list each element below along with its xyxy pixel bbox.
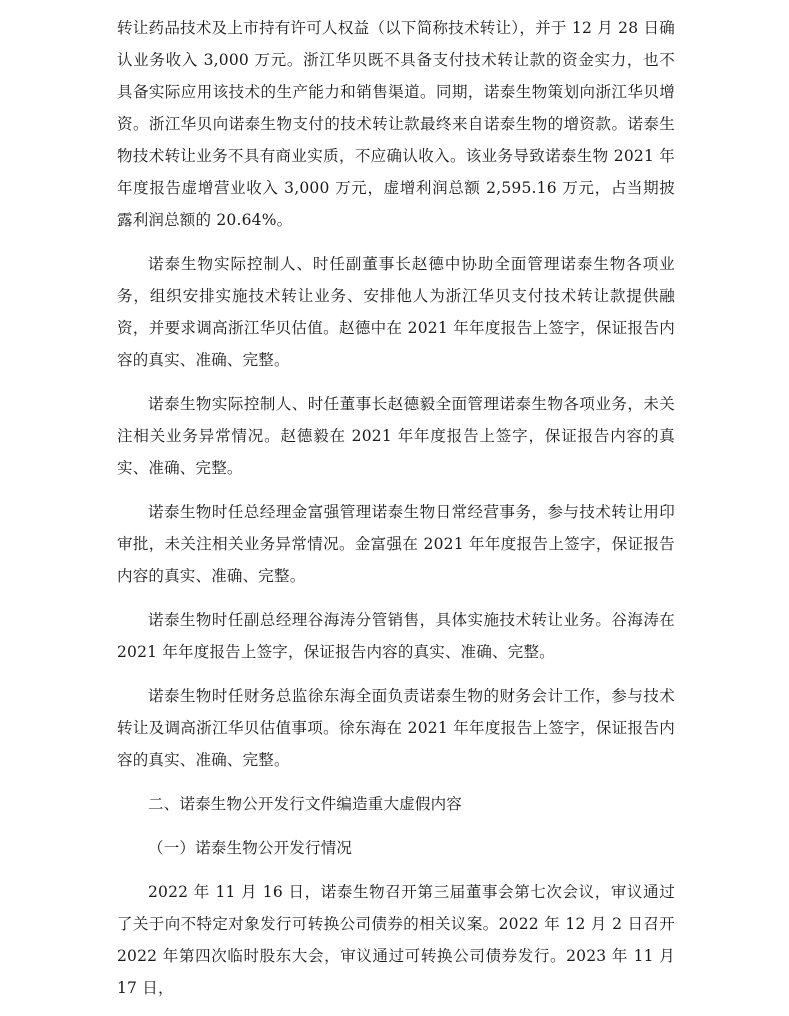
paragraph-jin-fuqiang: 诺泰生物时任总经理金富强管理诺泰生物日常经营事务，参与技术转让用印审批，未关注相关业务异常情况。金富强在 2021 年年度报告上签字，保证报告内容的真实、准确、完整。 — [117, 503, 675, 585]
paragraph-technology-transfer-revenue: 转让药品技术及上市持有许可人权益（以下简称技术转让），并于 12 月 28 日确认业务收入 3,000 万元。浙江华贝既不具备支付技术转让款的资金实力，也不具备实际应用该技术的生产能力和销售渠道。同期，诺泰生物策划向浙江华贝增资。浙江华贝向诺泰生物支付的技术转让款最终来自诺泰生物的增资款。诺泰生物技术转让业务不具有商业实质，不应确认收入。该业务导致诺泰生物 2021 年年度报告虚增营业收入 3,000 万元，虚增利润总额 2,595.16 万元，占当期披露利润总额的 20.64%。 — [117, 19, 675, 229]
paragraph-xu-donghai: 诺泰生物时任财务总监徐东海全面负责诺泰生物的财务会计工作，参与技术转让及调高浙江华贝估值事项。徐东海在 2021 年年度报告上签字，保证报告内容的真实、准确、完整。 — [117, 687, 675, 769]
paragraph-gu-haitao: 诺泰生物时任副总经理谷海涛分管销售，具体实施技术转让业务。谷海涛在 2021 年年度报告上签字，保证报告内容的真实、准确、完整。 — [117, 611, 675, 661]
section-heading: 二、诺泰生物公开发行文件编造重大虚假内容 — [148, 795, 463, 813]
subsection-heading: （一）诺泰生物公开发行情况 — [148, 839, 353, 857]
paragraph-zhao-dezhong: 诺泰生物实际控制人、时任副董事长赵德中协助全面管理诺泰生物各项业务，组织安排实施技术转让业务、安排他人为浙江华贝支付技术转让款提供融资，并要求调高浙江华贝估值。赵德中在 2021 年年度报告上签字，保证报告内容的真实、准确、完整。 — [117, 255, 675, 369]
paragraph-zhao-deyi: 诺泰生物实际控制人、时任董事长赵德毅全面管理诺泰生物各项业务，未关注相关业务异常情况。赵德毅在 2021 年年度报告上签字，保证报告内容的真实、准确、完整。 — [117, 395, 675, 477]
document-page — [117, 12, 675, 1016]
paragraph-public-offering: 2022 年 11 月 16 日，诺泰生物召开第三届董事会第七次会议，审议通过了关于向不特定对象发行可转换公司债券的相关议案。2022 年 12 月 2 日召开 2022 年第四次临时股东大会，审议通过可转换公司债券发行。2023 年 11 月 17 日， — [117, 883, 675, 997]
